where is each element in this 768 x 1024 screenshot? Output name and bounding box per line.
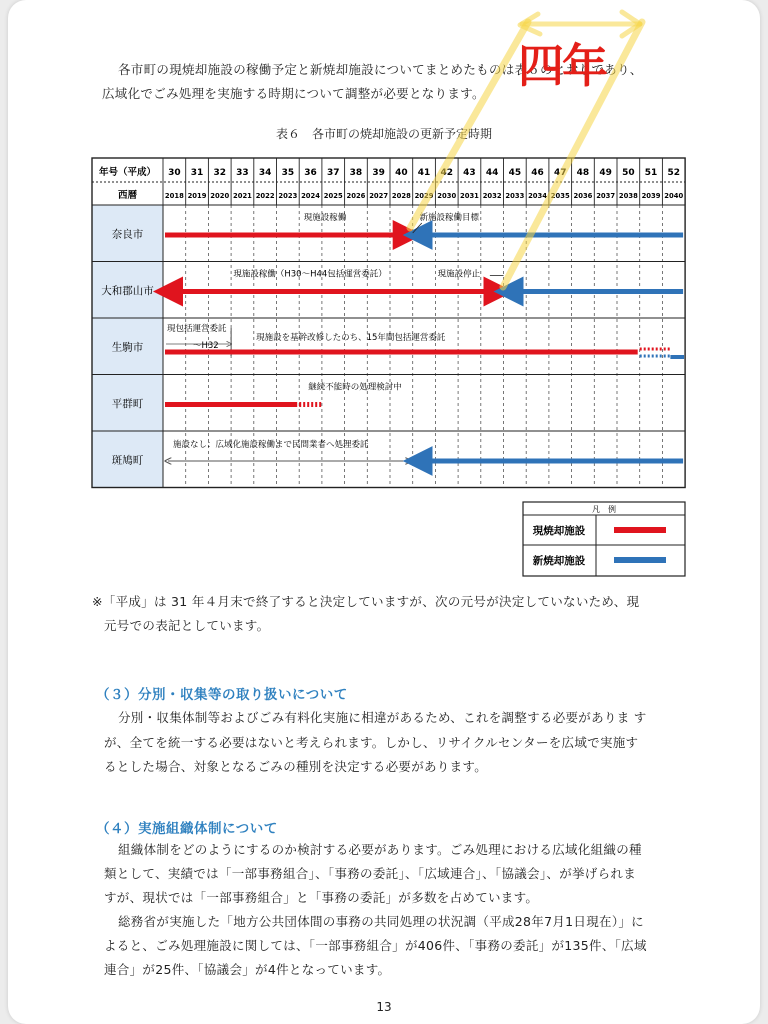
year-tick: 2021: [232, 192, 252, 200]
year-tick: 2030: [437, 192, 457, 200]
era-tick: 48: [576, 168, 590, 178]
year-tick: 2040: [664, 192, 684, 200]
nara-current-label: 現施設稼働: [303, 213, 347, 223]
section4-line-5: よると、ごみ処理施設に関しては、「一部事務組合」が406件、「事務の委託」が135件、「広域: [104, 938, 647, 953]
page-number: 13: [376, 1000, 392, 1014]
ikoma-renovate-label: 現施設を基幹改修したのち、15年間包括運営委託: [256, 333, 446, 343]
year-tick: 2027: [369, 192, 389, 200]
note-line-1: ※「平成」は 31 年４月末で終了すると決定していますが、次の元号が決定していないため、現: [92, 594, 640, 609]
era-tick: 52: [667, 168, 681, 178]
legend-title: 凡 例: [592, 505, 616, 514]
year-tick: 2024: [301, 192, 321, 200]
table-grid: [92, 158, 685, 488]
row-name: 大和郡山市: [101, 284, 154, 297]
table-border: [92, 158, 685, 488]
row-name: 奈良市: [111, 228, 144, 241]
table-header: [99, 166, 683, 201]
era-tick: 33: [236, 168, 249, 178]
section3-heading: （３）分別・収集等の取り扱いについて: [96, 687, 348, 703]
section4-heading: （４）実施組織体制について: [96, 821, 278, 837]
era-tick: 35: [281, 168, 295, 178]
section3-line-2: が、全てを統一する必要はないと考えられます。しかし、リサイクルセンターを広域で実施す: [104, 735, 639, 750]
era-tick: 40: [395, 168, 408, 178]
year-tick: 2031: [459, 192, 479, 200]
section3-line-1: 分別・収集体制等およびごみ有料化実施に相違があるため、これを調整する必要がありま す: [118, 710, 647, 725]
ikoma-contract-label: 現包括運営委託: [167, 324, 227, 334]
intro-line-2: 広域化でごみ処理を実施する時期について調整が必要となります。: [102, 86, 485, 101]
header-ad-label: 西暦: [117, 190, 138, 201]
year-tick: 2025: [323, 192, 343, 200]
era-tick: 43: [463, 168, 476, 178]
section4-line-2: 類として、実績では「一部事務組合」、「事務の委託」、「広域連合」、「協議会」、が挙げられま: [104, 866, 637, 881]
era-tick: 46: [531, 168, 544, 178]
section3-line-3: るとした場合、対象となるごみの種別を決定する必要があります。: [104, 759, 488, 774]
era-tick: 30: [168, 168, 181, 178]
era-tick: 45: [508, 168, 522, 178]
legend-current-label: 現焼却施設: [532, 525, 586, 537]
era-tick: 39: [372, 168, 385, 178]
koriyama-stop-label: 現施設停止: [437, 269, 481, 280]
era-tick: 47: [553, 168, 567, 178]
year-tick: 2034: [528, 192, 548, 200]
year-tick: 2028: [391, 192, 411, 200]
row-name: 生駒市: [111, 341, 144, 354]
legend-new-swatch: [614, 557, 666, 563]
year-tick: 2020: [210, 192, 230, 200]
header-era-label: 年号（平成）: [98, 167, 157, 178]
table-caption: 表６ 各市町の焼却施設の更新予定時期: [275, 127, 492, 141]
era-tick: 34: [258, 168, 272, 178]
section4-line-1: 組織体制をどのようにするのか検討する必要があります。ごみ処理における広域化組織の種: [118, 842, 642, 857]
era-tick: 32: [213, 168, 227, 178]
heguri-label: 継続不能時の処理検討中: [308, 382, 402, 393]
intro-line-1: 各市町の現焼却施設の稼働予定と新焼却施設についてまとめたものは表６のとおりであり、: [118, 62, 643, 77]
annotation-stamp: 四年: [518, 39, 606, 93]
note-line-2: 元号での表記としています。: [104, 618, 270, 633]
legend: [523, 502, 685, 576]
row-name: 平群町: [111, 397, 144, 410]
section4-line-3: すが、現状では「一部事務組合」と「事務の委託」が多数を占めています。: [104, 890, 539, 905]
year-tick: 2035: [550, 192, 570, 200]
section4-line-6: 連合」が25件、「協議会」が4件となっています。: [104, 962, 391, 977]
year-tick: 2018: [164, 192, 184, 200]
year-tick: 2037: [596, 192, 616, 200]
era-tick: 37: [326, 168, 340, 178]
year-tick: 2039: [641, 192, 661, 200]
nara-leader: [413, 223, 422, 233]
era-tick: 41: [417, 168, 431, 178]
year-tick: 2029: [414, 192, 434, 200]
era-tick: 36: [304, 168, 317, 178]
year-tick: 2036: [573, 192, 593, 200]
koriyama-current-label: 現施設稼働（H30～H44包括運営委託）: [233, 269, 387, 280]
year-tick: 2022: [255, 192, 275, 200]
row-name: 斑鳩町: [111, 454, 144, 467]
section4-line-4: 総務省が実施した「地方公共団体間の事務の共同処理の状況調（平成28年7月1日現在）」に: [118, 914, 644, 929]
era-tick: 38: [349, 168, 363, 178]
nara-new-label: 新施設稼働目標: [419, 213, 480, 223]
era-tick: 31: [190, 168, 204, 178]
legend-new-label: 新焼却施設: [532, 555, 586, 567]
ikaruga-label: 施設なし：広域化施設稼働まで民間業者へ処理委託: [173, 440, 369, 450]
table-bars: [165, 212, 684, 461]
year-tick: 2023: [278, 192, 298, 200]
year-tick: 2038: [618, 192, 638, 200]
era-tick: 49: [599, 168, 612, 178]
era-tick: 42: [440, 168, 454, 178]
ikoma-contract-until-label: ～H32: [193, 341, 219, 351]
year-tick: 2019: [187, 192, 207, 200]
year-tick: 2033: [505, 192, 525, 200]
era-tick: 44: [485, 168, 499, 178]
legend-current-swatch: [614, 527, 666, 533]
era-tick: 51: [644, 168, 658, 178]
year-tick: 2026: [346, 192, 366, 200]
year-tick: 2032: [482, 192, 502, 200]
era-tick: 50: [622, 168, 635, 178]
